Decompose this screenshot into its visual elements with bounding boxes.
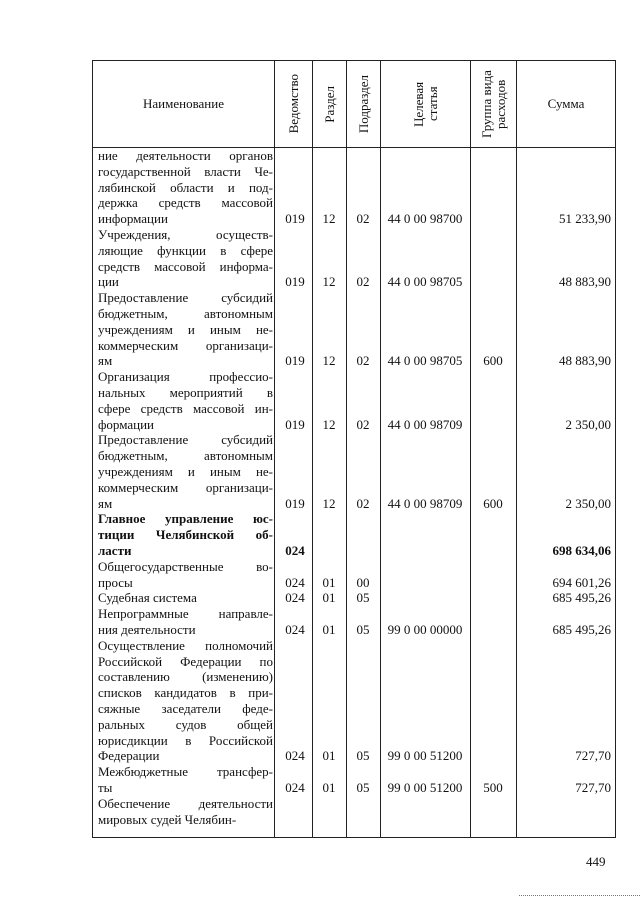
row-summa: 685 495,26: [552, 590, 611, 606]
header-gruppa-label: Группа вида расходов: [478, 70, 508, 138]
row-name-line: ния деятельности: [98, 621, 196, 637]
row-podrazdel: 00: [356, 574, 370, 590]
row-razdel: 12: [322, 274, 336, 290]
row-razdel: 01: [322, 590, 336, 606]
header-summa-label: Сумма: [547, 96, 585, 111]
row-name: [98, 227, 273, 290]
row-summa: 727,70: [575, 748, 611, 764]
row-gruppa: 500: [483, 779, 503, 795]
row-name-line: Главное управление юс-: [98, 511, 273, 527]
row-podrazdel: 02: [356, 416, 370, 432]
row-summa: 51 233,90: [559, 211, 611, 227]
header-gruppa: [471, 61, 516, 147]
row-name-line: мировых судей Челябин-: [98, 811, 237, 827]
row-name-line: ральных судов общей: [98, 716, 273, 732]
row-summa: 2 350,00: [565, 416, 611, 432]
row-podrazdel: 05: [356, 748, 370, 764]
row-ved: 024: [285, 779, 305, 795]
row-summa: 2 350,00: [565, 495, 611, 511]
row-name-line: Непрограммные направле-: [98, 606, 273, 622]
footer-rule: [519, 895, 640, 896]
row-celevaya: 44 0 00 98709: [387, 416, 463, 432]
row-name-line: средств массовой информа-: [98, 258, 273, 274]
row-name-line: ляющие функции в сфере: [98, 242, 273, 258]
header-razdel-label: Раздел: [321, 85, 337, 123]
row-summa: 48 883,90: [559, 274, 611, 290]
header-ved-label: Ведомство: [285, 74, 301, 134]
row-name-line: информации: [98, 211, 168, 227]
row-ved: 024: [285, 748, 305, 764]
row-name-line: ции: [98, 274, 119, 290]
row-podrazdel: 05: [356, 779, 370, 795]
row-podrazdel: 05: [356, 621, 370, 637]
row-ved: 019: [285, 353, 305, 369]
row-podrazdel: 02: [356, 353, 370, 369]
row-name-line: просы: [98, 574, 133, 590]
row-razdel: 01: [322, 779, 336, 795]
table-row: [93, 290, 615, 369]
row-razdel: 01: [322, 748, 336, 764]
row-name-line: ласти: [98, 542, 132, 558]
row-gruppa: 600: [483, 495, 503, 511]
table-row: [93, 606, 615, 638]
header-ved: [275, 61, 312, 147]
table-row: [93, 764, 615, 796]
row-gruppa: 600: [483, 353, 503, 369]
row-name-line: бюджетным, автономным: [98, 305, 273, 321]
row-name: [98, 511, 273, 558]
row-name-line: коммерческим организаци-: [98, 337, 273, 353]
row-ved: 024: [285, 621, 305, 637]
table-row: [93, 511, 615, 558]
row-summa: 48 883,90: [559, 353, 611, 369]
row-podrazdel: 02: [356, 211, 370, 227]
table-row: [93, 796, 615, 828]
row-name-line: нальных мероприятий в: [98, 384, 273, 400]
row-name-line: сфере средств массовой ин-: [98, 400, 273, 416]
row-name-line: Межбюджетные трансфер-: [98, 764, 273, 780]
row-name-line: Судебная система: [98, 590, 197, 606]
row-name-line: Предоставление субсидий: [98, 432, 273, 448]
page-number: 449: [586, 854, 606, 869]
row-name-line: Предоставление субсидий: [98, 290, 273, 306]
row-name-line: лябинской области и под-: [98, 179, 273, 195]
row-name-line: тиции Челябинской об-: [98, 527, 273, 543]
row-name-line: Осуществление полномочий: [98, 637, 273, 653]
row-ved: 019: [285, 211, 305, 227]
row-razdel: 12: [322, 211, 336, 227]
row-name-line: составлению (изменению): [98, 669, 273, 685]
header-name-label: Наименование: [143, 96, 224, 111]
row-name: [98, 638, 273, 764]
row-podrazdel: 02: [356, 495, 370, 511]
header-podrazdel: [347, 61, 380, 147]
row-name-line: формации: [98, 416, 155, 432]
row-ved: 024: [285, 542, 305, 558]
row-name-line: списков кандидатов в при-: [98, 685, 273, 701]
row-name: [98, 290, 273, 369]
row-name-line: сяжные заседатели феде-: [98, 700, 273, 716]
row-name: [98, 148, 273, 227]
row-name: [98, 764, 273, 796]
row-celevaya: 44 0 00 98705: [387, 353, 463, 369]
header-summa: [517, 61, 615, 147]
table-row: [93, 148, 615, 227]
row-ved: 024: [285, 590, 305, 606]
row-ved: 019: [285, 495, 305, 511]
row-summa: 685 495,26: [552, 621, 611, 637]
row-name-line: Организация профессио-: [98, 369, 273, 385]
table-row: [93, 559, 615, 591]
row-name: [98, 559, 273, 591]
header-podrazdel-label: Подраздел: [355, 74, 371, 134]
row-celevaya: 99 0 00 00000: [387, 621, 463, 637]
row-ved: 019: [285, 274, 305, 290]
row-name: [98, 432, 273, 511]
row-ved: 024: [285, 574, 305, 590]
header-razdel: [313, 61, 346, 147]
row-name-line: юрисдикции в Российской: [98, 732, 273, 748]
row-razdel: 12: [322, 495, 336, 511]
row-name: [98, 590, 273, 606]
row-name-line: Учреждения, осуществ-: [98, 227, 273, 242]
header-name: [93, 61, 274, 147]
row-summa: 694 601,26: [552, 574, 611, 590]
row-name-line: бюджетным, автономным: [98, 448, 273, 464]
row-name-line: ям: [98, 353, 113, 369]
row-celevaya: 99 0 00 51200: [387, 779, 463, 795]
table-row: [93, 590, 615, 606]
row-name-line: коммерческим организаци-: [98, 479, 273, 495]
row-razdel: 01: [322, 574, 336, 590]
row-summa: 698 634,06: [552, 542, 611, 558]
row-name-line: учреждениям и иным не-: [98, 321, 273, 337]
row-name: [98, 796, 273, 828]
row-razdel: 12: [322, 416, 336, 432]
row-celevaya: 44 0 00 98709: [387, 495, 463, 511]
row-podrazdel: 02: [356, 274, 370, 290]
budget-table: [92, 60, 616, 838]
table-row: [93, 432, 615, 511]
row-name-line: учреждениям и иным не-: [98, 463, 273, 479]
row-name-line: Федерации: [98, 748, 160, 764]
row-name-line: ние деятельности органов: [98, 148, 273, 163]
row-name-line: держка средств массовой: [98, 195, 273, 211]
row-celevaya: 44 0 00 98700: [387, 211, 463, 227]
row-celevaya: 99 0 00 51200: [387, 748, 463, 764]
row-name: [98, 369, 273, 432]
row-name-line: государственной власти Че-: [98, 163, 273, 179]
header-celevaya-label: Целевая статья: [410, 81, 440, 127]
row-razdel: 01: [322, 621, 336, 637]
row-razdel: 12: [322, 353, 336, 369]
table-row: [93, 369, 615, 432]
row-name-line: Обеспечение деятельности: [98, 795, 273, 811]
row-summa: 727,70: [575, 779, 611, 795]
header-celevaya: [381, 61, 470, 147]
row-celevaya: 44 0 00 98705: [387, 274, 463, 290]
table-row: [93, 227, 615, 290]
row-name-line: ты: [98, 779, 113, 795]
row-name: [98, 606, 273, 638]
table-row: [93, 638, 615, 764]
row-name-line: Российской Федерации по: [98, 653, 273, 669]
row-ved: 019: [285, 416, 305, 432]
row-podrazdel: 05: [356, 590, 370, 606]
row-name-line: ям: [98, 495, 113, 511]
row-name-line: Общегосударственные во-: [98, 558, 273, 574]
